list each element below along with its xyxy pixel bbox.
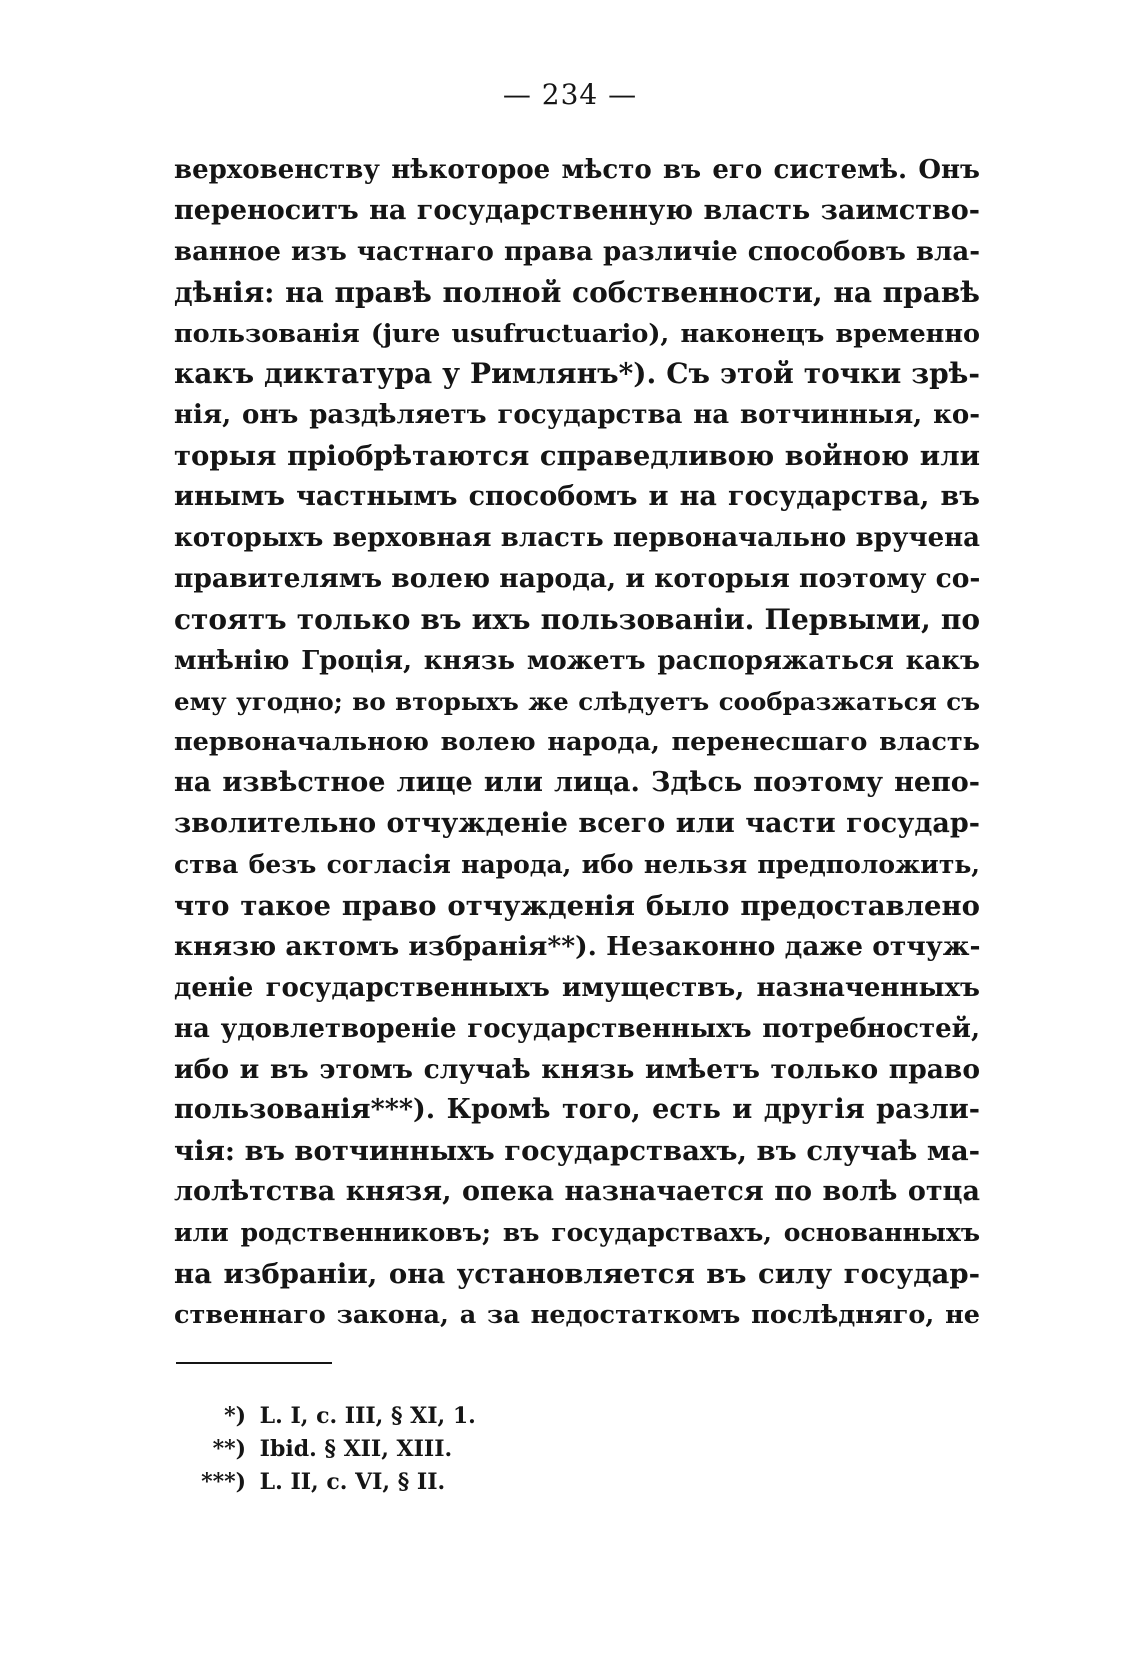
footnote-separator xyxy=(176,1362,332,1364)
text-line: ему угодно; во вторыхъ же слѣдуетъ сообразжаться съ xyxy=(174,686,980,716)
page-number: — 234 — xyxy=(502,78,638,111)
text-line: верховенству нѣкоторое мѣсто въ его системѣ. Онъ xyxy=(174,155,980,185)
text-line: первоначальною волею народа, перенесшаго власть xyxy=(174,727,980,758)
text-line: ванное изъ частнаго права различіе способовъ вла- xyxy=(174,236,980,267)
text-line: что такое право отчужденія было предоставлено xyxy=(174,890,980,923)
footnote-mark: *) xyxy=(224,1403,246,1429)
text-line: на извѣстное лице или лица. Здѣсь поэтому непо- xyxy=(174,767,980,799)
text-line: ства безъ согласія народа, ибо нельзя предположить, xyxy=(174,850,980,880)
text-line: инымъ частнымъ способомъ и на государства, въ xyxy=(174,481,980,513)
footnote-mark: **) xyxy=(212,1436,246,1462)
text-line: пользованія (jure usufructuario), наконецъ временно xyxy=(174,318,980,349)
text-line: стоятъ только въ ихъ пользованіи. Первыми, по xyxy=(174,602,980,636)
text-line: или родственниковъ; въ государствахъ, основанныхъ xyxy=(174,1218,980,1248)
footnote-text: L. I, c. III, § XI, 1. xyxy=(259,1403,476,1429)
footnote-text: Ibid. § XII, XIII. xyxy=(259,1436,453,1462)
footnotes xyxy=(176,1400,676,1499)
text-line: дѣнія: на правѣ полной собственности, на правѣ xyxy=(174,275,980,309)
text-line: на удовлетвореніе государственныхъ потребностей, xyxy=(174,1013,980,1044)
text-line: ибо и въ этомъ случаѣ князь имѣетъ только право xyxy=(174,1053,980,1085)
text-line: лолѣтства князя, опека назначается по волѣ отца xyxy=(174,1176,980,1208)
text-line: переноситъ на государственную власть заимство- xyxy=(174,194,980,226)
footnote-mark: ***) xyxy=(201,1469,246,1495)
text-line: чія: въ вотчинныхъ государствахъ, въ случаѣ ма- xyxy=(174,1135,981,1168)
text-line: деніе государственныхъ имуществъ, назначенныхъ xyxy=(174,972,980,1003)
text-line: мнѣнію Гроція, князь можетъ распоряжаться какъ xyxy=(174,645,980,676)
text-line: нія, онъ раздѣляетъ государства на вотчинныя, ко- xyxy=(174,400,980,431)
footnote xyxy=(176,1400,676,1433)
footnote xyxy=(176,1433,676,1466)
text-line: ственнаго закона, а за недостаткомъ послѣдняго, не xyxy=(174,1299,980,1330)
text-line: торыя пріобрѣтаются справедливою войною или xyxy=(174,440,980,473)
text-line: пользованія***). Кромѣ того, есть и другія разли- xyxy=(174,1094,980,1126)
footnote-text: L. II, c. VI, § II. xyxy=(259,1469,446,1495)
text-line: зволительно отчужденіе всего или части государ- xyxy=(174,808,980,840)
text-line: какъ диктатура у Римлянъ*). Съ этой точки зрѣ- xyxy=(174,357,980,391)
body-text xyxy=(174,150,980,1336)
text-line: правителямъ волею народа, и которыя поэтому со- xyxy=(174,562,981,594)
text-line: князю актомъ избранія**). Незаконно даже отчуж- xyxy=(174,930,981,962)
footnote xyxy=(176,1466,676,1499)
text-line: на избраніи, она установляется въ силу государ- xyxy=(174,1258,980,1291)
text-line: которыхъ верховная власть первоначально вручена xyxy=(174,523,980,554)
